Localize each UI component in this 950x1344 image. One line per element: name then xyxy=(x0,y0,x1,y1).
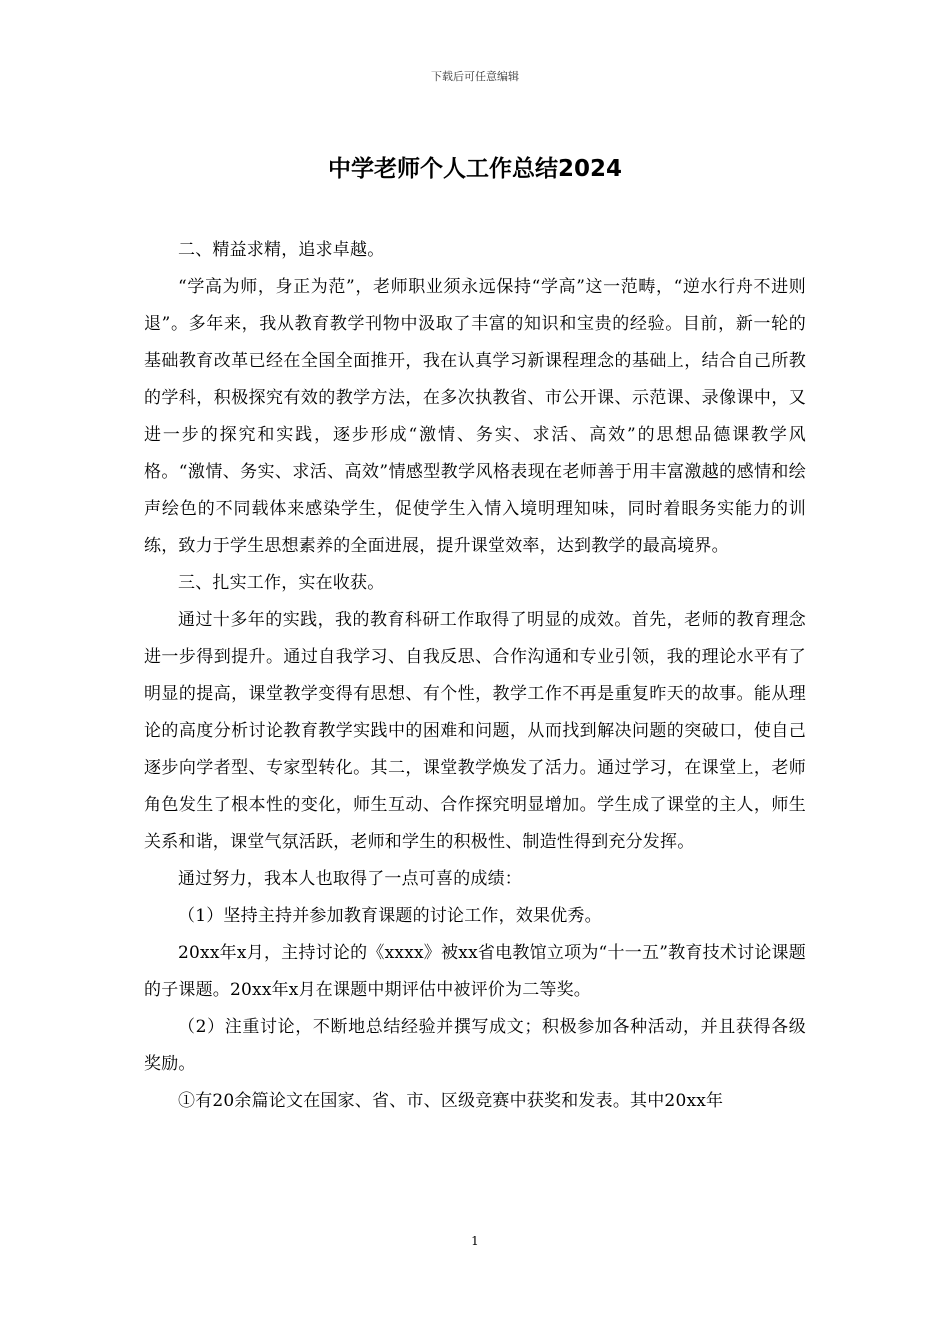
section-heading-2: 二、精益求精，追求卓越。 xyxy=(178,240,385,260)
paragraph: “学高为师，身正为范”，老师职业须永远保持“学高”这一范畴，“逆水行舟不进则退”。多年来，我从教育教学刊物中汲取了丰富的知识和宝贵的经验。目前，新一轮的基础教育改革已经在全国全面推开，我在认真学习新课程理念的基础上，结合自己所教的学科，积极探究有效的教学方法，在多次执教省、市公开课、示范课、录像课中，又进一步的探究和实践，逐步形成“激情、务实、求活、高效”的思想品德课教学风格。“激情、务实、求活、高效”情感型教学风格表现在老师善于用丰富激越的感情和绘声绘色的不同载体来感染学生，促使学生入情入境明理知味，同时着眼务实能力的训练，致力于学生思想素养的全面进展，提升课堂效率，达到教学的最高境界。 xyxy=(144,277,806,556)
page-number: 1 xyxy=(471,1234,479,1248)
header-note: 下载后可任意编辑 xyxy=(431,70,519,83)
document-title: 中学老师个人工作总结2024 xyxy=(327,156,622,182)
list-item: （2）注重讨论，不断地总结经验并撰写成文；积极参加各种活动，并且获得各级奖励。 xyxy=(144,1017,806,1074)
section-heading-3: 三、扎实工作，实在收获。 xyxy=(178,573,385,593)
paragraph: 20xx年x月，主持讨论的《xxxx》被xx省电教馆立项为“十一五”教育技术讨论课题的子课题。20xx年x月在课题中期评估中被评价为二等奖。 xyxy=(144,943,806,1000)
paragraph: ①有20余篇论文在国家、省、市、区级竞赛中获奖和发表。其中20xx年 xyxy=(178,1091,724,1111)
list-item: （1）坚持主持并参加教育课题的讨论工作，效果优秀。 xyxy=(178,906,602,926)
paragraph: 通过十多年的实践，我的教育科研工作取得了明显的成效。首先，老师的教育理念进一步得到提升。通过自我学习、自我反思、合作沟通和专业引领，我的理论水平有了明显的提高，课堂教学变得有思想、有个性，教学工作不再是重复昨天的故事。能从理论的高度分析讨论教育教学实践中的困难和问题，从而找到解决问题的突破口，使自己逐步向学者型、专家型转化。其二，课堂教学焕发了活力。通过学习，在课堂上，老师角色发生了根本性的变化，师生互动、合作探究明显增加。学生成了课堂的主人，师生关系和谐，课堂气氛活跃，老师和学生的积极性、制造性得到充分发挥。 xyxy=(144,610,806,852)
paragraph: 通过努力，我本人也取得了一点可喜的成绩： xyxy=(178,869,522,889)
document-body xyxy=(144,232,806,1120)
